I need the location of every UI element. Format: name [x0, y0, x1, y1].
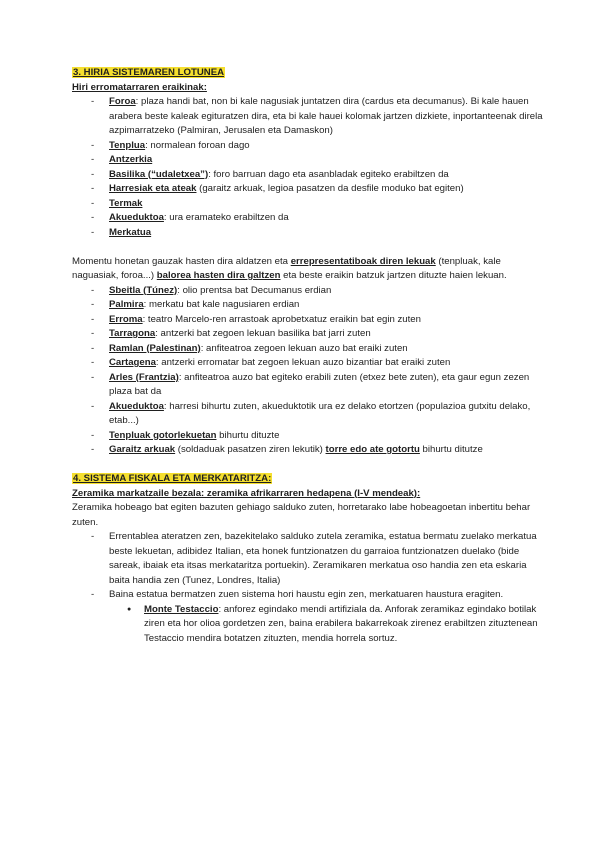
examples-list — [72, 284, 544, 458]
list-item: - Ramlan (Palestinan): anfiteatroa zegoen lekuan auzo bat eraiki zuten — [72, 342, 544, 357]
list-item: - Akueduktoa: ura eramateko erabiltzen da — [72, 211, 544, 226]
list-item: - Tenpluak gotorlekuetan bihurtu dituzte — [72, 429, 544, 444]
list-item: - Erroma: teatro Marcelo-ren arrastoak aprobetxatuz eraikin bat egin zuten — [72, 313, 544, 328]
list-item: - Arles (Frantzia): anfiteatroa auzo bat egiteko erabili zuten (etxez bete zuten), eta gaur egun zezen plaza bat da — [72, 371, 544, 400]
section-3-heading: 3. HIRIA SISTEMAREN LOTUNEA — [73, 67, 225, 78]
list-item: - Errentablea ateratzen zen, bazekitelako salduko zutela zeramika, estatua bermatu zuelako merkatua beste lekuetan, adibidez Italian, eta honek funtzionatzen du garraioa funtzionatzen duelako (bide sareak, ibaiak eta itsas merkataritza portuekin). Zeramikaren merkatua oso handia zen eta eskaria baita handia zen (Tunez, Londres, Italia) — [72, 530, 544, 588]
list-item: - Tenplua: normalean foroan dago — [72, 139, 544, 154]
ceramics-list — [72, 530, 544, 603]
list-item: - Sbeitla (Túnez): olio prentsa bat Decumanus erdian — [72, 284, 544, 299]
document-content — [72, 66, 544, 646]
list-item: - Antzerkia — [72, 153, 544, 168]
list-item: - Termak — [72, 197, 544, 212]
section-4-intro: Zeramika hobeago bat egiten bazuten gehiago salduko zuten, horretarako labe hobeagoetan inbertitu behar zuten. — [72, 502, 531, 528]
list-item: - Harresiak eta ateak (garaitz arkuak, legioa pasatzen da desfile moduko bat egiten) — [72, 182, 544, 197]
list-item: - Foroa: plaza handi bat, non bi kale nagusiak juntatzen dira (cardus eta decumanus). Bi kale hauen arabera beste kaleak egituratzen dira, eta bi kale hauei kolomak jartzen dizkiete, inportanteenak direla azpimarratzeko (Palmiran, Jerusalen eta Damaskon) — [72, 95, 544, 139]
list-item: - Garaitz arkuak (soldaduak pasatzen ziren lekutik) torre edo ate gotortu bihurtu ditutze — [72, 443, 544, 458]
section-3-subtitle: Hiri erromatarraren eraikinak: — [72, 81, 207, 93]
buildings-list — [72, 95, 544, 240]
section-4-heading: 4. SISTEMA FISKALA ETA MERKATARITZA: — [73, 473, 272, 484]
list-item: - Merkatua — [72, 226, 544, 241]
bullet-item: ● Monte Testaccio: anforez egindako mendi artifiziala da. Anforak zeramikaz egindako botilak ziren eta hor olioa gordetzen zen, baina erabilera bakarrekoak zirenez erabiltzen zituztenean Testaccio mendira botatzen zituzten, mendia horrela sortuz. — [109, 603, 544, 647]
list-item: - Palmira: merkatu bat kale nagusiaren erdian — [72, 298, 544, 313]
section-4-subtitle: Zeramika markatzaile bezala: zeramika afrikarraren hedapena (I-V mendeak): — [72, 487, 421, 499]
list-item: - Tarragona: antzerki bat zegoen lekuan basilika bat jarri zuten — [72, 327, 544, 342]
list-item: - Baina estatua bermatzen zuen sistema hori haustu egin zen, merkatuaren haustura eragiten. — [72, 588, 544, 603]
list-item: - Basilika (“udaletxea”): foro barruan dago eta asanbladak egiteko erabiltzen da — [72, 168, 544, 183]
list-item: - Akueduktoa: harresi bihurtu zuten, akueduktotik ura ez delako etortzen (populazioa gutxitu delako, etab...) — [72, 400, 544, 429]
bullet-list — [109, 603, 544, 647]
change-paragraph: Momentu honetan gauzak hasten dira aldatzen eta errepresentatiboak diren lekuak (tenpluak, kale naguasiak, foroa...) balorea hasten dira galtzen eta beste eraikin batzuk jartzen dituzte haien lekuan. — [72, 255, 507, 281]
list-item: - Cartagena: antzerki erromatar bat zegoen lekuan auzo bizantiar bat eraiki zuten — [72, 356, 544, 371]
